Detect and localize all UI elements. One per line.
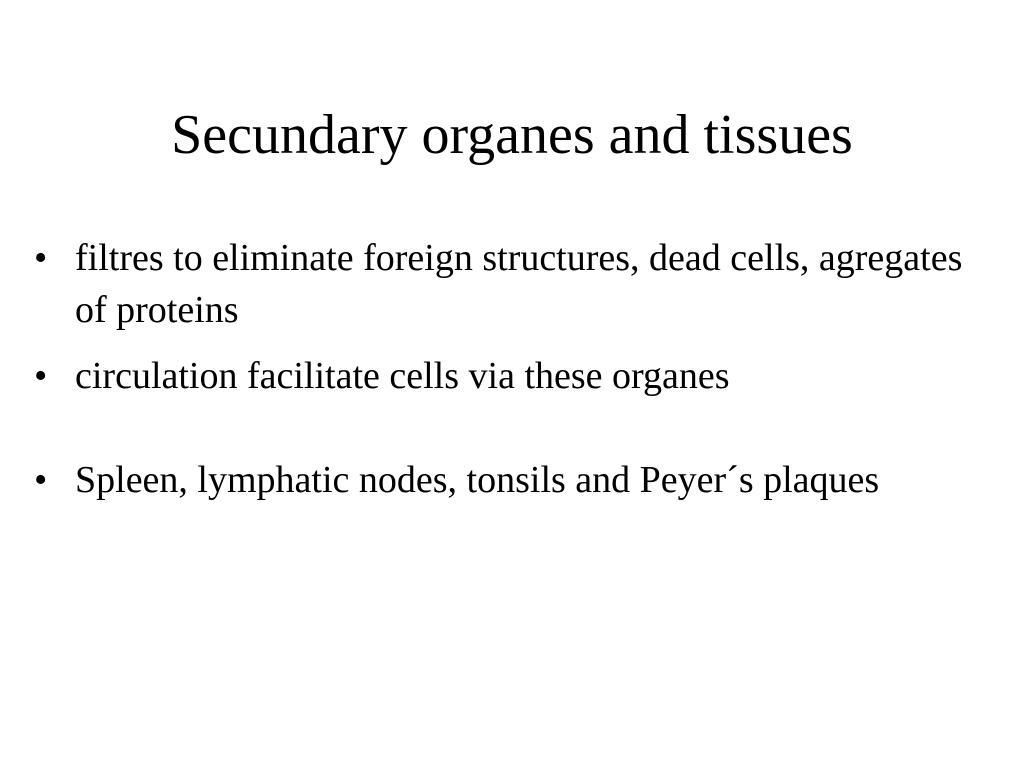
bullet-list	[0, 232, 1024, 506]
bullet-item-circulation	[0, 350, 1024, 402]
bullet-text: filtres to eliminate foreign structures, dead cells, agregates of proteins	[75, 237, 963, 331]
bullet-text: circulation facilitate cells via these organes	[75, 355, 730, 397]
bullet-text: Spleen, lymphatic nodes, tonsils and Peyer´s plaques	[75, 459, 880, 501]
bullet-item-spleen	[0, 454, 1024, 506]
bullet-icon: •	[34, 237, 48, 279]
bullet-icon: •	[34, 459, 48, 501]
bullet-icon: •	[34, 355, 48, 397]
bullet-item-filtres	[0, 232, 1024, 336]
slide-title: Secundary organes and tissues	[171, 104, 853, 166]
